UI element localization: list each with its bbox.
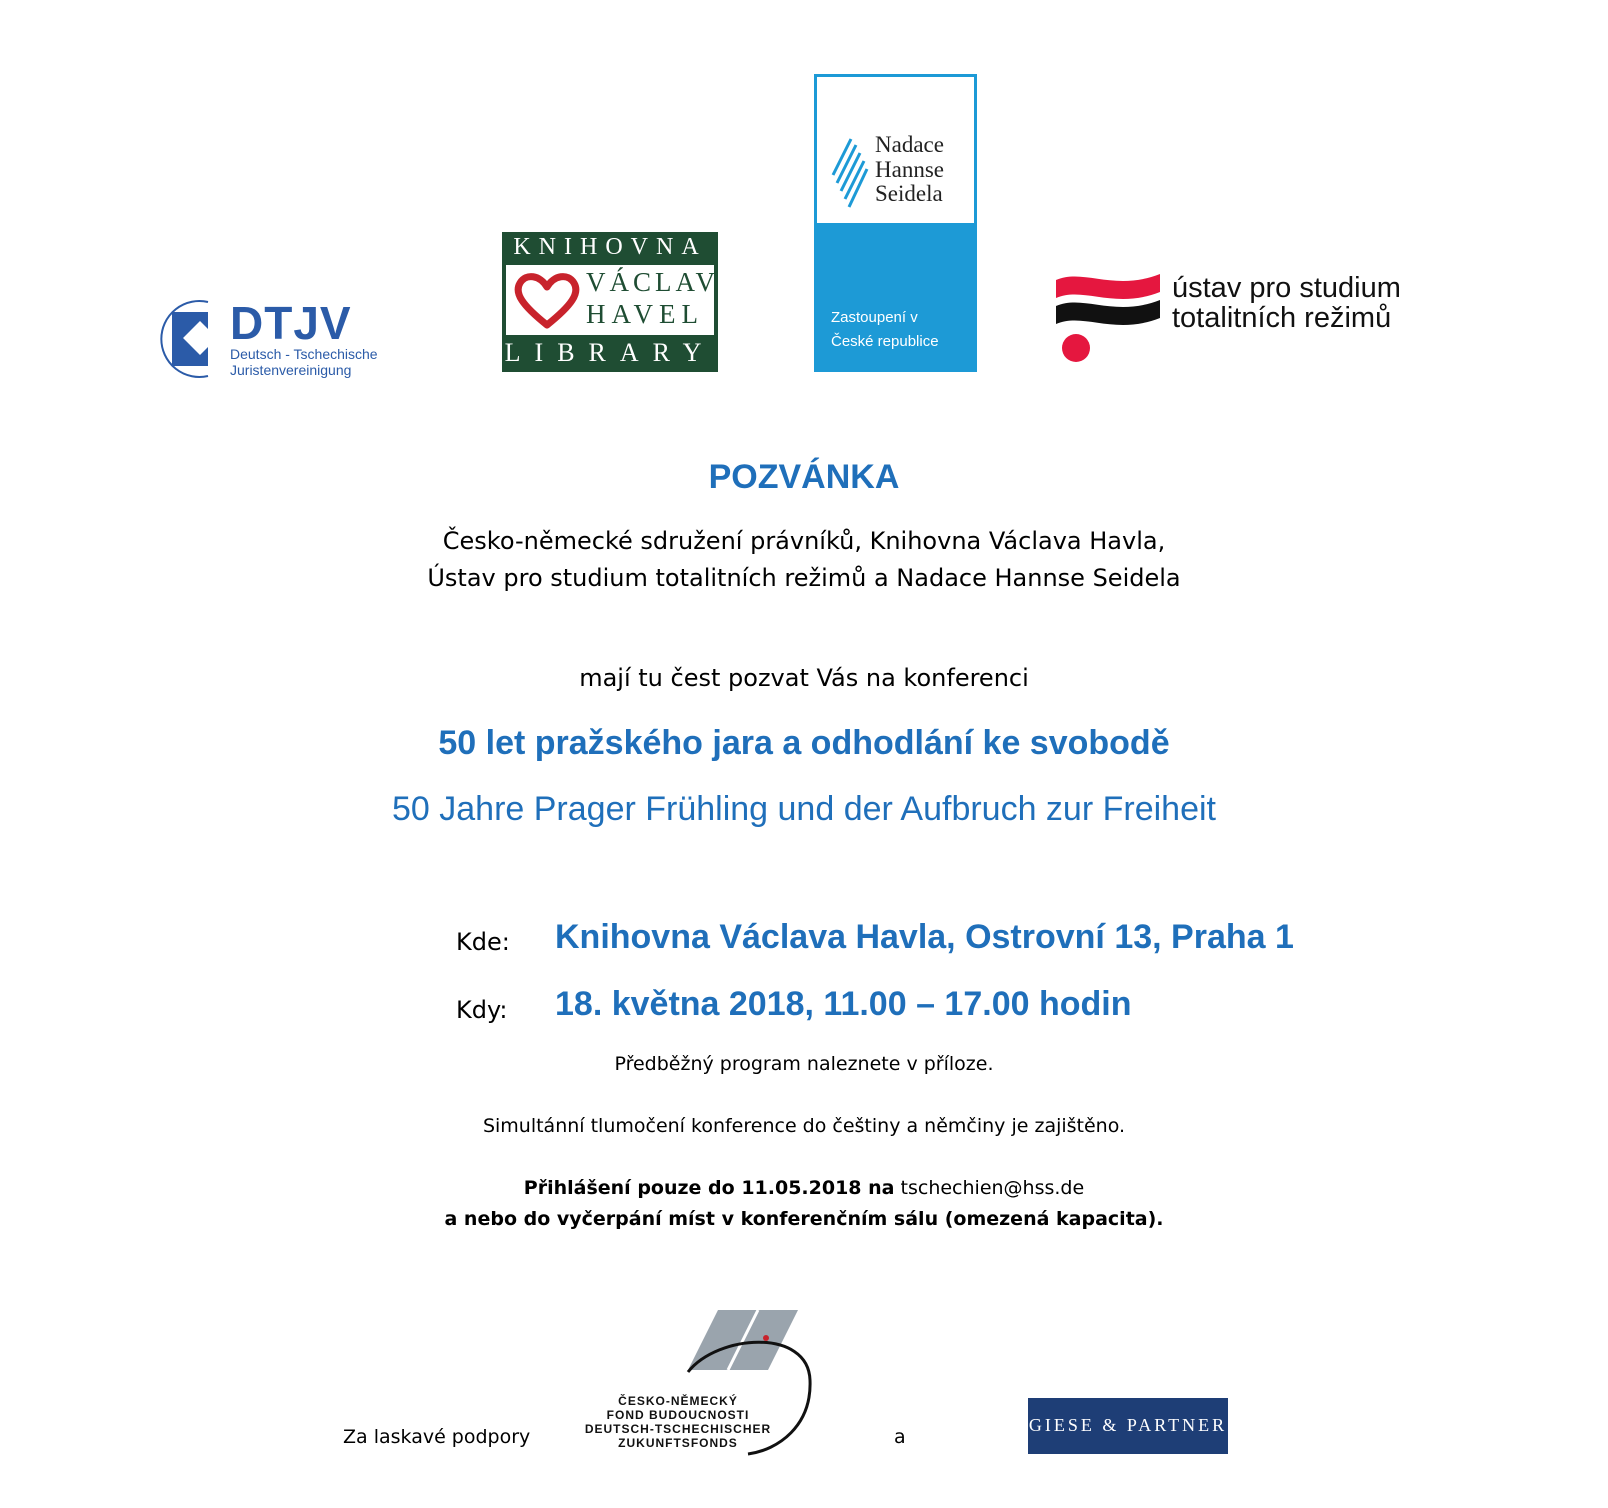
support-and: a [894,1426,906,1448]
program-note: Předběžný program naleznete v příloze. [614,1053,994,1075]
where-value: Knihovna Václava Havla, Ostrovní 13, Praha 1 [555,918,1294,956]
ustr-line-1: ústav pro studium [1172,272,1401,304]
ustr-logo [1054,270,1424,366]
ustr-flag-icon [1054,270,1164,366]
conference-title-de: 50 Jahre Prager Frühling und der Aufbruch zur Freiheit [391,790,1216,828]
fond-line-4: ZUKUNFTSFONDS [618,1436,738,1450]
knihovna-vaclav: VÁCLAV [586,267,720,297]
nadace-line-2: Hannse [875,157,944,182]
giese-partner-logo [1028,1398,1228,1454]
knihovna-inner-panel [506,265,720,335]
registration-line-2: a nebo do vyčerpání míst v konferenčním sálu (omezená kapacita). [444,1208,1164,1230]
nadace-sub-2: České republice [831,333,939,350]
registration-deadline: Přihlášení pouze do 11.05.2018 na [523,1177,895,1199]
dtjv-subtitle-2: Juristenvereinigung [230,362,352,378]
nadace-line-3: Seidela [875,181,943,206]
fond-line-3: DEUTSCH-TSCHECHISCHER [584,1422,772,1436]
registration-email[interactable]: tschechien@hss.de [900,1177,1085,1199]
knihovna-top-text: KNIHOVNA [513,234,707,260]
dtjv-logo [152,296,382,382]
stripes-diamond-icon [829,135,869,209]
fond-line-1: ČESKO-NĚMECKÝ [618,1394,738,1408]
when-label: Kdy: [456,996,508,1024]
dtjv-name: DTJV [230,297,352,349]
invitation-title: POZVÁNKA [708,458,900,496]
knihovna-bottom-text: LIBRARY [504,338,716,367]
knihovna-logo [502,232,718,372]
organizers-line-2: Ústav pro studium totalitních režimů a Nadace Hannse Seidela [427,564,1181,592]
conference-title-cz: 50 let pražského jara a odhodlání ke svobodě [438,724,1170,762]
nadace-sub-1: Zastoupení v [831,309,918,326]
support-label: Za laskavé podpory [343,1426,531,1448]
fond-line-2: FOND BUDOUCNOSTI [606,1408,750,1422]
organizers-line-1: Česko-německé sdružení právníků, Knihovna Václava Havla, [442,527,1166,555]
dtjv-emblem-icon [152,296,232,382]
nadace-line-1: Nadace [875,132,944,157]
interpretation-note: Simultánní tlumočení konference do češtiny a němčiny je zajištěno. [482,1115,1126,1137]
ustr-line-2: totalitních režimů [1172,302,1392,334]
registration-line-1 [0,1177,1608,1199]
knihovna-havel: HAVEL [586,299,705,329]
fond-logo [578,1308,838,1458]
giese-partner-name: GIESE & PARTNER [1028,1415,1228,1435]
when-value: 18. května 2018, 11.00 – 17.00 hodin [555,985,1132,1023]
invite-text: mají tu čest pozvat Vás na konferenci [579,664,1029,692]
heart-icon [512,269,582,331]
where-label: Kde: [456,928,510,956]
dtjv-subtitle-1: Deutsch - Tschechische [230,346,378,362]
nadace-logo [814,74,977,372]
